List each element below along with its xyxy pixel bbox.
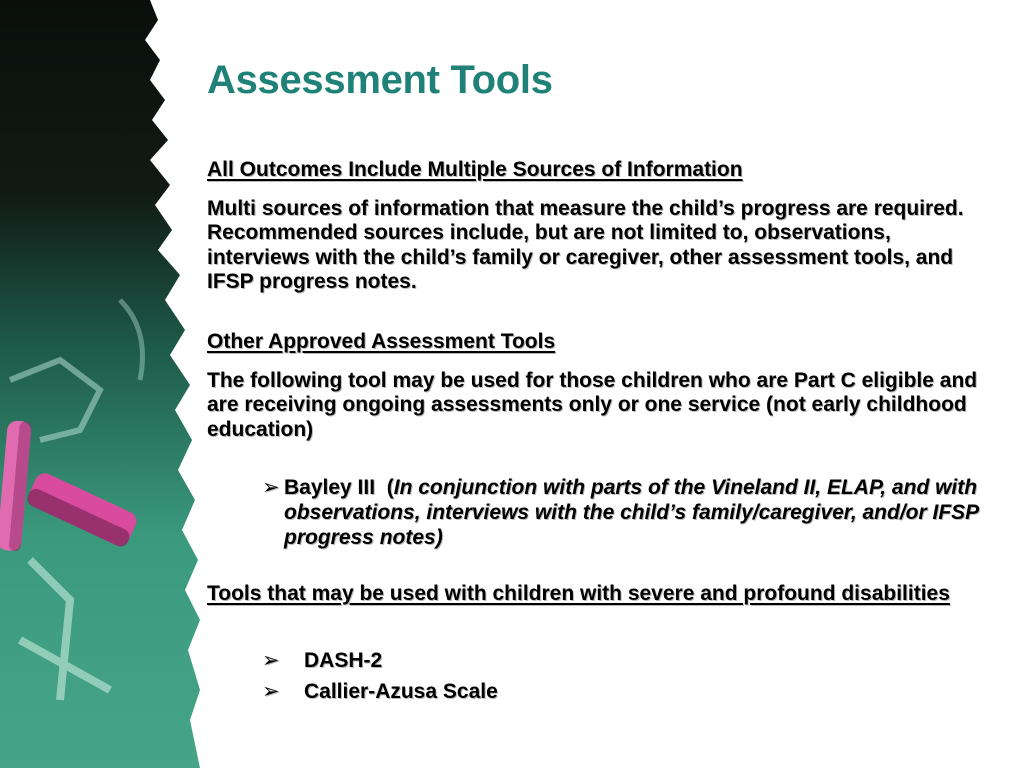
list-item-label: DASH-2 <box>304 649 383 672</box>
arrow-bullet-icon: ➢ <box>262 476 280 499</box>
list-item <box>262 679 498 704</box>
tool-detail: In conjunction with parts of the Vineland II, ELAP, and with observations, interviews with the child’s family/caregiver, and/or IFSP progress notes) <box>284 476 979 549</box>
list-item-label: Callier-Azusa Scale <box>304 680 498 703</box>
section-approved-tools <box>207 330 987 442</box>
section-heading: Other Approved Assessment Tools <box>207 330 556 353</box>
section-paragraph: The following tool may be used for those children who are Part C eligible and are receiving ongoing assessments only or one service (not early childhood education) <box>207 368 978 441</box>
section-severe-disabilities <box>207 582 977 607</box>
section-sources <box>207 158 987 295</box>
section-heading: All Outcomes Include Multiple Sources of Information <box>207 158 743 181</box>
section-heading: Tools that may be used with children with severe and profound disabilities <box>207 582 950 605</box>
open-paren: ( <box>386 476 394 499</box>
bayley-bullet <box>262 475 982 550</box>
tool-name: Bayley III <box>284 476 376 499</box>
arrow-bullet-icon: ➢ <box>262 680 280 703</box>
page-title: Assessment Tools <box>207 58 553 102</box>
chalkboard-decoration <box>0 0 200 768</box>
section-paragraph: Multi sources of information that measure the child’s progress are required. Recommended sources include, but are not limited to, observations, interviews with the child’s family or caregiver, other assessment tools, and IFSP progress notes. <box>207 196 964 293</box>
list-item <box>262 648 382 673</box>
arrow-bullet-icon: ➢ <box>262 649 280 672</box>
